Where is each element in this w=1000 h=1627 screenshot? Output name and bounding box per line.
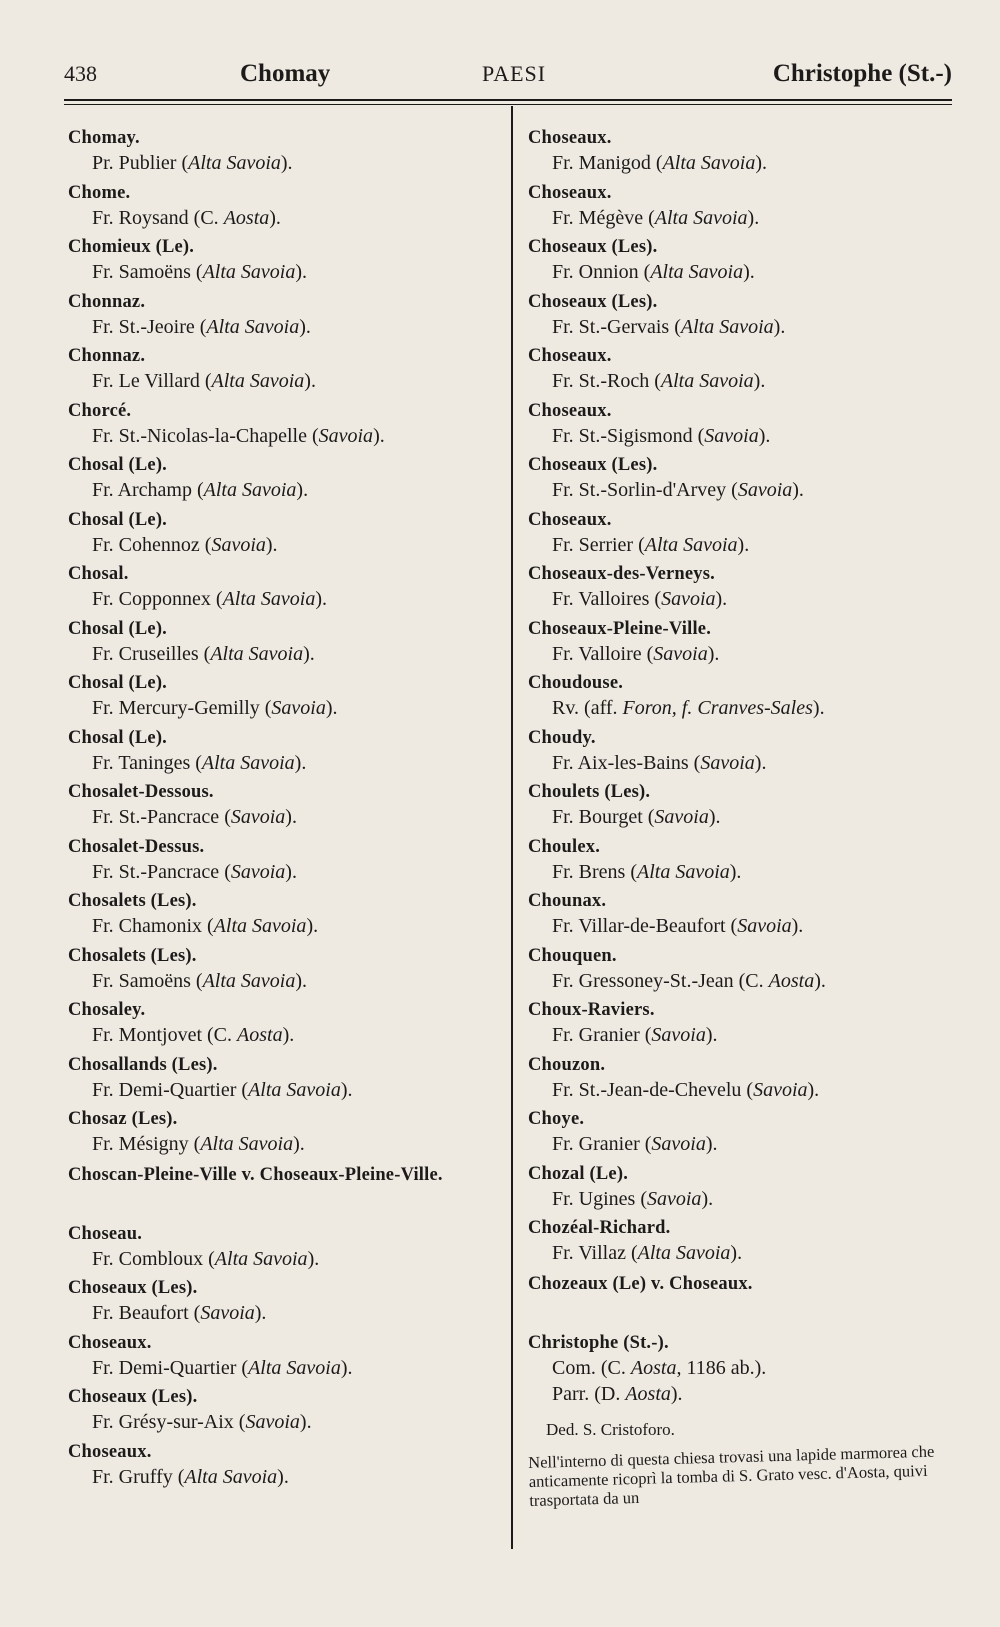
dictionary-entry bbox=[68, 1276, 498, 1331]
entry-location: Rv. (aff. Foron, f. Cranves-Sales). bbox=[552, 697, 825, 719]
entry-headword: Chosal (Le). bbox=[68, 618, 168, 639]
page-number: 438 bbox=[64, 61, 97, 86]
entry-headword: Chozal (Le). bbox=[528, 1163, 629, 1184]
entry-location: Fr. St.-Sorlin-d'Arvey (Savoia). bbox=[552, 479, 804, 501]
entry-headword: Chomay. bbox=[68, 128, 140, 148]
entry-headword: Choseaux (Les). bbox=[528, 237, 658, 257]
entry-location: Fr. Gruffy (Alta Savoia). bbox=[92, 1465, 289, 1488]
entry-headword: Choye. bbox=[528, 1109, 585, 1129]
entry-headword: Chorcé. bbox=[68, 400, 132, 421]
entry-headword: Chosalets (Les). bbox=[68, 891, 197, 911]
dictionary-entry bbox=[528, 181, 958, 236]
header-right-word: Christophe (St.-) bbox=[772, 60, 952, 87]
entry-location: Fr. Roysand (C. Aosta). bbox=[92, 206, 281, 229]
entry-headword: Chosaley. bbox=[68, 1000, 146, 1020]
entry-location: Fr. Villaz (Alta Savoia). bbox=[552, 1242, 743, 1264]
entry-location: Fr. Montjovet (C. Aosta). bbox=[92, 1024, 295, 1046]
entry-location: Pr. Publier (Alta Savoia). bbox=[92, 152, 293, 174]
running-header bbox=[64, 50, 952, 98]
entry-location: Fr. Grésy-sur-Aix (Savoia). bbox=[92, 1411, 312, 1433]
dictionary-entry bbox=[68, 998, 498, 1053]
entry-location: Fr. St.-Jean-de-Chevelu (Savoia). bbox=[552, 1078, 820, 1101]
entry-location: Fr. St.-Sigismond (Savoia). bbox=[552, 424, 771, 447]
entry-location: Fr. Granier (Savoia). bbox=[552, 1024, 718, 1046]
dictionary-entry bbox=[68, 1440, 498, 1495]
entry-headword: Chosal (Le). bbox=[68, 455, 168, 475]
entry-headword: Choseaux (Les). bbox=[68, 1278, 198, 1298]
dictionary-entry bbox=[68, 671, 498, 726]
dictionary-entry bbox=[68, 508, 498, 563]
entry-headword: Choseaux. bbox=[68, 1332, 152, 1353]
dictionary-entry bbox=[68, 126, 498, 181]
entry-headword: Chosaz (Les). bbox=[68, 1109, 178, 1129]
entry-location: Fr. Ugines (Savoia). bbox=[552, 1187, 714, 1210]
entry-headword: Chosalet-Dessous. bbox=[68, 782, 214, 802]
dictionary-entry bbox=[528, 1107, 958, 1162]
entry-location: Fr. St.-Roch (Alta Savoia). bbox=[552, 370, 766, 392]
dictionary-entry bbox=[528, 344, 958, 399]
entry-headword: Choseaux. bbox=[528, 128, 612, 148]
entry-location: Fr. St.-Pancrace (Savoia). bbox=[92, 806, 297, 828]
dictionary-entry bbox=[528, 889, 958, 944]
header-rule-thin bbox=[64, 104, 952, 105]
entry-location: Fr. Demi-Quartier (Alta Savoia). bbox=[92, 1356, 353, 1379]
entry-location: Fr. Mercury-Gemilly (Savoia). bbox=[92, 697, 338, 719]
dictionary-entry bbox=[68, 344, 498, 399]
entry-location: Fr. Valloire (Savoia). bbox=[552, 642, 720, 665]
entry-headword: Chomieux (Le). bbox=[68, 237, 195, 257]
entry-headword: Choseaux. bbox=[528, 182, 612, 203]
entry-comune: Com. (C. Aosta, 1186 ab.). bbox=[552, 1356, 767, 1379]
entry-headword: Chosal (Le). bbox=[68, 509, 168, 530]
entry-headword: Choseaux. bbox=[68, 1441, 152, 1462]
right-column bbox=[528, 126, 958, 1510]
dictionary-entry bbox=[528, 290, 958, 345]
dictionary-entry bbox=[68, 780, 498, 835]
dictionary-entry bbox=[68, 1107, 498, 1162]
entry-location: Fr. Le Villard (Alta Savoia). bbox=[92, 370, 316, 392]
entry-location: Fr. St.-Gervais (Alta Savoia). bbox=[552, 315, 786, 338]
entry-headword: Chounax. bbox=[528, 891, 607, 911]
entry-location: Fr. Demi-Quartier (Alta Savoia). bbox=[92, 1078, 353, 1101]
dictionary-entry bbox=[68, 1222, 498, 1277]
entry-location: Fr. Samoëns (Alta Savoia). bbox=[92, 261, 307, 283]
dictionary-entry bbox=[528, 726, 958, 781]
dictionary-entry bbox=[528, 235, 958, 290]
entry-headword: Choseau. bbox=[68, 1223, 143, 1244]
entry-headword: Choseaux. bbox=[528, 346, 612, 366]
dictionary-entry bbox=[68, 453, 498, 508]
entry-headword: Choseaux. bbox=[528, 509, 612, 530]
entry-headword: Christophe (St.-). bbox=[528, 1332, 669, 1353]
entry-headword: Chonnaz. bbox=[68, 291, 146, 312]
dictionary-entry bbox=[528, 508, 958, 563]
entry-location: Fr. Chamonix (Alta Savoia). bbox=[92, 915, 319, 937]
entry-headword: Choseaux-des-Verneys. bbox=[528, 564, 715, 584]
entry-headword: Choulets (Les). bbox=[528, 782, 651, 802]
dictionary-entry bbox=[68, 181, 498, 236]
left-column bbox=[68, 126, 498, 1494]
dictionary-entry bbox=[528, 617, 958, 672]
entry-location: Fr. St.-Jeoire (Alta Savoia). bbox=[92, 315, 311, 338]
entry-headword: Chozéal-Richard. bbox=[528, 1218, 671, 1238]
dictionary-entry bbox=[528, 399, 958, 454]
entry-headword: Choux-Raviers. bbox=[528, 1000, 655, 1020]
entry-headword: Choseaux (Les). bbox=[528, 291, 658, 312]
dictionary-entry bbox=[68, 235, 498, 290]
entry-location: Fr. Aix-les-Bains (Savoia). bbox=[552, 751, 767, 774]
header-left-word: Chomay bbox=[240, 60, 331, 87]
dictionary-entry bbox=[68, 617, 498, 672]
dictionary-entry bbox=[68, 399, 498, 454]
entry-location: Fr. Gressoney-St.-Jean (C. Aosta). bbox=[552, 969, 826, 992]
entry-headword: Chonnaz. bbox=[68, 346, 146, 366]
dictionary-entry bbox=[528, 1216, 958, 1271]
entry-headword: Choscan-Pleine-Ville v. Choseaux-Pleine-Ville. bbox=[68, 1164, 443, 1185]
entry-location: Fr. Manigod (Alta Savoia). bbox=[552, 152, 767, 174]
entry-christophe bbox=[528, 1331, 958, 1510]
dictionary-entry bbox=[528, 1271, 958, 1331]
dictionary-entry bbox=[528, 671, 958, 726]
dictionary-entry bbox=[528, 998, 958, 1053]
entry-location: Fr. St.-Nicolas-la-Chapelle (Savoia). bbox=[92, 424, 385, 447]
entry-location: Fr. Onnion (Alta Savoia). bbox=[552, 261, 755, 283]
dictionary-entry bbox=[68, 835, 498, 890]
entry-headword: Chosal (Le). bbox=[68, 727, 168, 748]
entry-headword: Choudy. bbox=[528, 727, 596, 748]
entry-headword: Choseaux-Pleine-Ville. bbox=[528, 618, 712, 639]
dictionary-entry bbox=[528, 944, 958, 999]
entry-location: Fr. Beaufort (Savoia). bbox=[92, 1302, 267, 1324]
header-rule bbox=[64, 99, 952, 101]
dictionary-entry bbox=[68, 726, 498, 781]
entry-location: Fr. Taninges (Alta Savoia). bbox=[92, 751, 307, 774]
entry-location: Fr. Copponnex (Alta Savoia). bbox=[92, 588, 327, 610]
entry-headword: Choudouse. bbox=[528, 673, 624, 693]
entry-note: Nell'interno di questa chiesa trovasi una lapide marmorea che anticamente ricoprì la tomba di S. Grato vesc. d'Aosta, quivi trasportata da un bbox=[528, 1441, 935, 1510]
entry-location: Fr. Cruseilles (Alta Savoia). bbox=[92, 642, 315, 665]
entry-headword: Chozeaux (Le) v. Choseaux. bbox=[528, 1273, 753, 1294]
entry-headword: Choulex. bbox=[528, 836, 601, 857]
dictionary-entry bbox=[528, 835, 958, 890]
entry-location: Fr. Mégève (Alta Savoia). bbox=[552, 206, 760, 229]
dictionary-entry bbox=[68, 889, 498, 944]
dictionary-entry bbox=[68, 290, 498, 345]
entry-location: Fr. Combloux (Alta Savoia). bbox=[92, 1247, 320, 1270]
entry-headword: Chosal (Le). bbox=[68, 673, 168, 693]
entry-location: Fr. Samoëns (Alta Savoia). bbox=[92, 969, 307, 992]
entry-headword: Chome. bbox=[68, 182, 131, 203]
entry-location: Fr. Mésigny (Alta Savoia). bbox=[92, 1133, 305, 1155]
entry-location: Fr. Bourget (Savoia). bbox=[552, 806, 721, 828]
entry-headword: Choseaux (Les). bbox=[528, 455, 658, 475]
dictionary-entry bbox=[68, 944, 498, 999]
entry-location: Fr. Granier (Savoia). bbox=[552, 1133, 718, 1155]
entry-location: Fr. Serrier (Alta Savoia). bbox=[552, 533, 750, 556]
entry-location: Fr. Valloires (Savoia). bbox=[552, 588, 728, 610]
entry-headword: Chosallands (Les). bbox=[68, 1054, 218, 1075]
dictionary-entry bbox=[528, 1053, 958, 1108]
dictionary-entry bbox=[68, 1385, 498, 1440]
entry-headword: Chosalets (Les). bbox=[68, 945, 197, 966]
entry-location: Fr. St.-Pancrace (Savoia). bbox=[92, 860, 297, 883]
entry-location: Fr. Archamp (Alta Savoia). bbox=[92, 479, 309, 501]
column-divider bbox=[511, 106, 513, 1549]
dictionary-entry bbox=[528, 1162, 958, 1217]
dictionary-entry bbox=[68, 1331, 498, 1386]
entry-headword: Chosalet-Dessus. bbox=[68, 836, 205, 857]
dictionary-entry bbox=[68, 1053, 498, 1108]
entry-headword: Chouzon. bbox=[528, 1054, 606, 1075]
entry-location: Fr. Cohennoz (Savoia). bbox=[92, 533, 278, 556]
entry-location: Fr. Brens (Alta Savoia). bbox=[552, 860, 742, 883]
entry-dedication: Ded. S. Cristoforo. bbox=[546, 1419, 675, 1439]
dictionary-entry bbox=[68, 1162, 498, 1222]
header-center-word: PAESI bbox=[482, 61, 547, 86]
entry-headword: Chouquen. bbox=[528, 945, 617, 966]
entry-headword: Choseaux. bbox=[528, 400, 612, 421]
dictionary-entry bbox=[528, 126, 958, 181]
dictionary-entry bbox=[68, 562, 498, 617]
entry-parrocchia: Parr. (D. Aosta). bbox=[552, 1382, 683, 1405]
entry-headword: Chosal. bbox=[68, 564, 129, 584]
entry-headword: Choseaux (Les). bbox=[68, 1387, 198, 1407]
entry-location: Fr. Villar-de-Beaufort (Savoia). bbox=[552, 915, 804, 937]
dictionary-entry bbox=[528, 562, 958, 617]
dictionary-entry bbox=[528, 780, 958, 835]
dictionary-entry bbox=[528, 453, 958, 508]
